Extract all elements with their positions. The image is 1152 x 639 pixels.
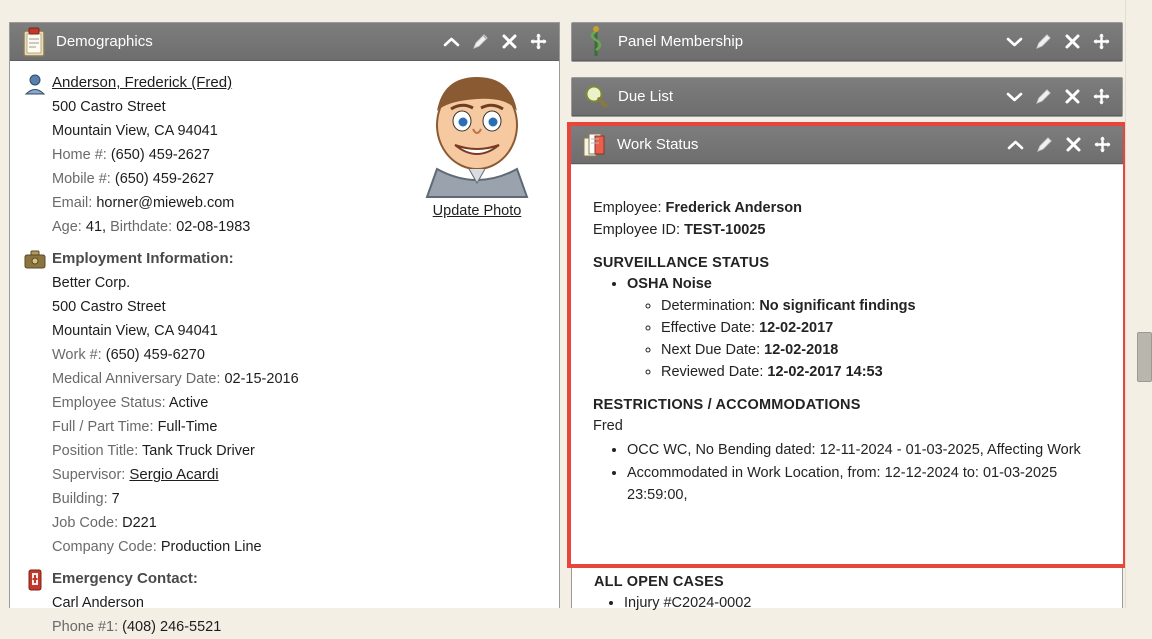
close-x-icon[interactable] — [1064, 88, 1081, 105]
work-status-header[interactable] — [571, 126, 1123, 164]
employee-id-label: Employee ID: — [593, 222, 681, 238]
employee-row — [593, 197, 1109, 219]
birthdate-value: 02-08-1983 — [176, 219, 251, 235]
close-x-icon[interactable] — [501, 33, 518, 50]
reviewed-date-label: Reviewed Date: — [661, 364, 764, 380]
building-value: 7 — [111, 491, 120, 507]
building-label: Building: — [52, 491, 108, 507]
edit-pencil-icon[interactable] — [1036, 136, 1053, 153]
medical-anniversary-label: Medical Anniversary Date: — [52, 371, 221, 387]
work-phone-value: (650) 459-6270 — [105, 347, 205, 363]
emergency-phone-label: Phone #1: — [52, 619, 119, 635]
collapse-up-icon[interactable] — [1007, 136, 1024, 153]
effective-date-label: Effective Date: — [661, 320, 756, 336]
surveillance-item-label: OSHA Noise — [627, 276, 712, 292]
panel-membership-header[interactable] — [572, 23, 1122, 61]
reviewed-date-value: 12-02-2017 14:53 — [767, 364, 883, 380]
clipboard-icon — [20, 27, 48, 57]
edit-pencil-icon[interactable] — [472, 33, 489, 50]
employee-status-value: Active — [168, 395, 209, 411]
demographics-body — [10, 61, 559, 635]
work-status-panel — [567, 122, 1127, 568]
work-status-title: Work Status — [617, 136, 699, 153]
employee-label: Employee: — [593, 200, 662, 216]
position-title-label: Position Title: — [52, 443, 139, 459]
surveillance-detail-list — [627, 295, 1109, 383]
panel-membership-header-actions — [1006, 33, 1114, 50]
patient-photo-block — [403, 69, 551, 219]
emergency-phone-value: (408) 246-5521 — [122, 619, 222, 635]
supervisor-link[interactable]: Sergio Acardi — [129, 466, 219, 483]
caduceus-icon — [582, 27, 610, 57]
demographics-header[interactable] — [10, 23, 559, 61]
next-due-date-label: Next Due Date: — [661, 342, 761, 358]
page-right-margin — [1125, 0, 1152, 608]
birthdate-label: Birthdate: — [110, 219, 173, 235]
expand-down-icon[interactable] — [1006, 88, 1023, 105]
work-status-header-actions — [1007, 136, 1115, 153]
panel-membership-panel — [571, 22, 1123, 62]
employer-address2: Mountain View, CA 94041 — [52, 323, 218, 339]
update-photo-link[interactable]: Update Photo — [432, 203, 522, 219]
restriction-item: • Accommodated in Work Location, from: 12-12-2024 to: 01-03-2025 23:59:00, — [627, 462, 1109, 506]
determination-value: No significant findings — [759, 298, 916, 314]
emergency-icon — [24, 567, 52, 595]
employee-id-value: TEST-10025 — [684, 222, 766, 238]
due-list-title: Due List — [618, 88, 674, 105]
all-open-cases-section — [571, 568, 1123, 611]
emergency-contact-name: Carl Anderson — [52, 595, 144, 611]
employer-name: Better Corp. — [52, 275, 131, 291]
work-status-body — [571, 164, 1123, 564]
move-icon[interactable] — [530, 33, 547, 50]
patient-name-link[interactable]: Anderson, Frederick (Fred) — [52, 74, 233, 91]
full-part-time-value: Full-Time — [157, 419, 218, 435]
employment-heading: Employment Information: — [52, 250, 234, 267]
close-x-icon[interactable] — [1064, 33, 1081, 50]
due-list-panel — [571, 77, 1123, 117]
work-phone-label: Work #: — [52, 347, 102, 363]
employment-block — [24, 247, 559, 559]
surveillance-list — [593, 273, 1109, 383]
employee-id-row — [593, 219, 1109, 241]
restriction-item: • OCC WC, No Bending dated: 12-11-2024 - 01-03-2025, Affecting Work — [627, 439, 1109, 461]
due-list-header[interactable] — [572, 78, 1122, 116]
email-label: Email: — [52, 195, 93, 211]
home-phone-label: Home #: — [52, 147, 107, 163]
edit-pencil-icon[interactable] — [1035, 33, 1052, 50]
collapse-up-icon[interactable] — [443, 33, 460, 50]
home-phone-value: (650) 459-2627 — [110, 147, 211, 163]
surveillance-detail-next-due-date — [661, 339, 1109, 361]
surveillance-item — [627, 273, 1109, 383]
edit-pencil-icon[interactable] — [1035, 88, 1052, 105]
vertical-scrollbar-thumb[interactable] — [1137, 332, 1152, 382]
employee-value: Frederick Anderson — [665, 200, 802, 216]
surveillance-detail-determination — [661, 295, 1109, 317]
panel-membership-title: Panel Membership — [618, 33, 744, 50]
supervisor-label: Supervisor: — [52, 467, 126, 483]
move-icon[interactable] — [1093, 33, 1110, 50]
avatar — [407, 69, 547, 197]
job-code-value: D221 — [122, 515, 157, 531]
age-value: 41, — [85, 219, 107, 235]
demographics-panel — [9, 22, 560, 635]
surveillance-detail-reviewed-date — [661, 361, 1109, 383]
age-label: Age: — [52, 219, 82, 235]
next-due-date-value: 12-02-2018 — [764, 342, 839, 358]
patient-address2: Mountain View, CA 94041 — [52, 123, 218, 139]
company-code-value: Production Line — [160, 539, 262, 555]
full-part-time-label: Full / Part Time: — [52, 419, 154, 435]
briefcase-icon — [24, 247, 52, 275]
determination-label: Determination: — [661, 298, 756, 314]
effective-date-value: 12-02-2017 — [759, 320, 834, 336]
surveillance-status-heading: SURVEILLANCE STATUS — [593, 255, 770, 271]
magnifier-icon — [582, 82, 610, 112]
demographics-title: Demographics — [56, 33, 153, 50]
expand-down-icon[interactable] — [1006, 33, 1023, 50]
employer-address1: 500 Castro Street — [52, 299, 166, 315]
restrictions-heading: RESTRICTIONS / ACCOMMODATIONS — [593, 397, 861, 413]
person-icon — [24, 71, 52, 99]
patient-address1: 500 Castro Street — [52, 99, 166, 115]
open-case-item[interactable]: • Injury #C2024-0002 — [624, 592, 1108, 614]
employee-status-label: Employee Status: — [52, 395, 166, 411]
emergency-contact-block — [24, 567, 559, 639]
move-icon[interactable] — [1094, 136, 1111, 153]
emergency-heading: Emergency Contact: — [52, 570, 198, 587]
medical-anniversary-value: 02-15-2016 — [224, 371, 299, 387]
restrictions-list — [593, 439, 1109, 506]
all-open-cases-heading: ALL OPEN CASES — [594, 574, 724, 590]
mobile-phone-value: (650) 459-2627 — [114, 171, 215, 187]
due-list-header-actions — [1006, 88, 1114, 105]
move-icon[interactable] — [1093, 88, 1110, 105]
restrictions-subject: Fred — [593, 418, 623, 434]
surveillance-detail-effective-date — [661, 317, 1109, 339]
close-x-icon[interactable] — [1065, 136, 1082, 153]
job-code-label: Job Code: — [52, 515, 119, 531]
documents-icon — [581, 130, 609, 160]
demographics-header-actions — [443, 33, 551, 50]
position-title-value: Tank Truck Driver — [142, 443, 255, 459]
mobile-phone-label: Mobile #: — [52, 171, 111, 187]
company-code-label: Company Code: — [52, 539, 157, 555]
email-value: horner@mieweb.com — [96, 195, 235, 211]
